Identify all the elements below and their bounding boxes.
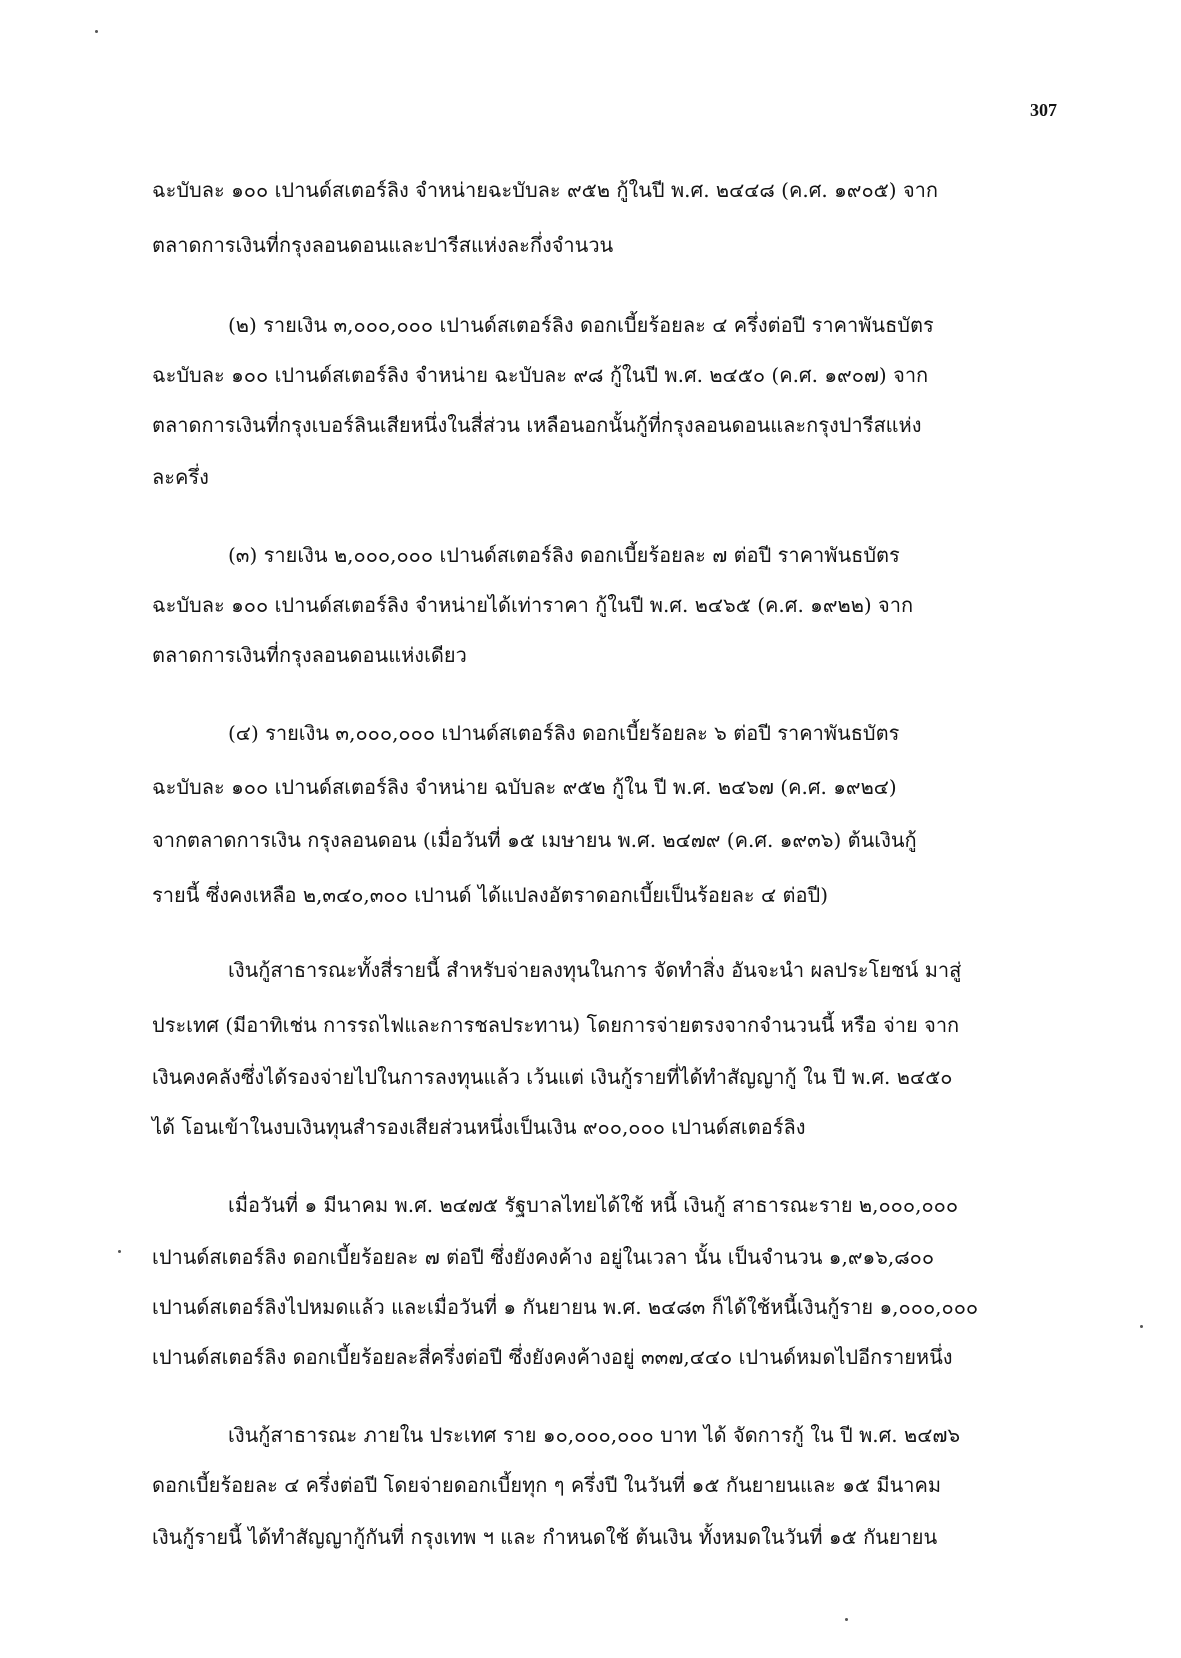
text-line: เงินกู้สาธารณะทั้งสี่รายนี้ สำหรับจ่ายลงทุนในการ จัดทำสิ่ง อันจะนำ ผลประโยชน์ มาสู่: [228, 958, 962, 982]
text-line: ตลาดการเงินที่กรุงลอนดอนและปารีสแห่งละกึ่งจำนวน: [152, 233, 614, 257]
scan-speck: [1140, 1325, 1143, 1328]
text-line: ได้ โอนเข้าในงบเงินทุนสำรองเสียส่วนหนึ่งเป็นเงิน ๙๐๐,๐๐๐ เปานด์สเตอร์ลิง: [152, 1115, 806, 1139]
text-line: ดอกเบี้ยร้อยละ ๔ ครึ่งต่อปี โดยจ่ายดอกเบี้ยทุก ๆ ครึ่งปี ในวันที่ ๑๕ กันยายนและ ๑๕ มีนาคม: [152, 1473, 942, 1497]
text-line: รายนี้ ซึ่งคงเหลือ ๒,๓๔๐,๓๐๐ เปานด์ ได้แปลงอัตราดอกเบี้ยเป็นร้อยละ ๔ ต่อปี): [152, 883, 828, 907]
text-line: จากตลาดการเงิน กรุงลอนดอน (เมื่อวันที่ ๑๕ เมษายน พ.ศ. ๒๔๗๙ (ค.ศ. ๑๙๓๖) ต้นเงินกู้: [152, 828, 917, 852]
text-line: ฉะบับละ ๑๐๐ เปานด์สเตอร์ลิง จำหน่าย ฉบับละ ๙๕๒ กู้ใน ปี พ.ศ. ๒๔๖๗ (ค.ศ. ๑๙๒๔): [152, 775, 897, 799]
text-line: เงินกู้รายนี้ ได้ทำสัญญากู้กันที่ กรุงเทพ ฯ และ กำหนดใช้ ต้นเงิน ทั้งหมดในวันที่ ๑๕ กันยายน: [152, 1525, 938, 1549]
text-line: เปานด์สเตอร์ลิง ดอกเบี้ยร้อยละ ๗ ต่อปี ซึ่งยังคงค้าง อยู่ในเวลา นั้น เป็นจำนวน ๑,๙๑๖,๘๐๐: [152, 1245, 935, 1269]
text-line: เปานด์สเตอร์ลิง ดอกเบี้ยร้อยละสี่ครึ่งต่อปี ซึ่งยังคงค้างอยู่ ๓๓๗,๔๔๐ เปานด์หมดไปอีกรายหนึ่ง: [152, 1345, 953, 1369]
text-line: ฉะบับละ ๑๐๐ เปานด์สเตอร์ลิง จำหน่าย ฉะบับละ ๙๘ กู้ในปี พ.ศ. ๒๔๕๐ (ค.ศ. ๑๙๐๗) จาก: [152, 363, 929, 387]
scan-speck: [845, 1618, 848, 1621]
text-line: ฉะบับละ ๑๐๐ เปานด์สเตอร์ลิง จำหน่ายได้เท่าราคา กู้ในปี พ.ศ. ๒๔๖๕ (ค.ศ. ๑๙๒๒) จาก: [152, 593, 914, 617]
text-line: เงินกู้สาธารณะ ภายใน ประเทศ ราย ๑๐,๐๐๐,๐๐๐ บาท ได้ จัดการกู้ ใน ปี พ.ศ. ๒๔๗๖: [228, 1423, 961, 1447]
text-line: (๓) รายเงิน ๒,๐๐๐,๐๐๐ เปานด์สเตอร์ลิง ดอกเบี้ยร้อยละ ๗ ต่อปี ราคาพันธบัตร: [228, 543, 900, 567]
text-line: ประเทศ (มีอาทิเช่น การรถไฟและการชลประทาน) โดยการจ่ายตรงจากจำนวนนี้ หรือ จ่าย จาก: [152, 1013, 960, 1037]
page-number: 307: [1030, 100, 1057, 120]
text-line: ตลาดการเงินที่กรุงลอนดอนแห่งเดียว: [152, 643, 467, 667]
text-line: ละครึ่ง: [152, 465, 209, 489]
text-line: ตลาดการเงินที่กรุงเบอร์ลินเสียหนึ่งในสี่ส่วน เหลือนอกนั้นกู้ที่กรุงลอนดอนและกรุงปารีสแห่ง: [152, 413, 922, 437]
text-line: (๔) รายเงิน ๓,๐๐๐,๐๐๐ เปานด์สเตอร์ลิง ดอกเบี้ยร้อยละ ๖ ต่อปี ราคาพันธบัตร: [228, 721, 900, 745]
text-line: เมื่อวันที่ ๑ มีนาคม พ.ศ. ๒๔๗๕ รัฐบาลไทยได้ใช้ หนี้ เงินกู้ สาธารณะราย ๒,๐๐๐,๐๐๐: [228, 1193, 959, 1217]
scan-speck: [118, 1250, 121, 1253]
scan-speck: [95, 30, 98, 33]
text-line: เปานด์สเตอร์ลิงไปหมดแล้ว และเมื่อวันที่ ๑ กันยายน พ.ศ. ๒๔๘๓ ก็ได้ใช้หนี้เงินกู้ราย ๑,๐๐๐,๐๐๐: [152, 1295, 979, 1319]
text-line: (๒) รายเงิน ๓,๐๐๐,๐๐๐ เปานด์สเตอร์ลิง ดอกเบี้ยร้อยละ ๔ ครึ่งต่อปี ราคาพันธบัตร: [228, 313, 934, 337]
text-line: เงินคงคลังซึ่งได้รองจ่ายไปในการลงทุนแล้ว เว้นแต่ เงินกู้รายที่ได้ทำสัญญากู้ ใน ปี พ.ศ. ๒๔๕๐: [152, 1065, 953, 1089]
text-line: ฉะบับละ ๑๐๐ เปานด์สเตอร์ลิง จำหน่ายฉะบับละ ๙๕๒ กู้ในปี พ.ศ. ๒๔๔๘ (ค.ศ. ๑๙๐๕) จาก: [152, 178, 939, 202]
